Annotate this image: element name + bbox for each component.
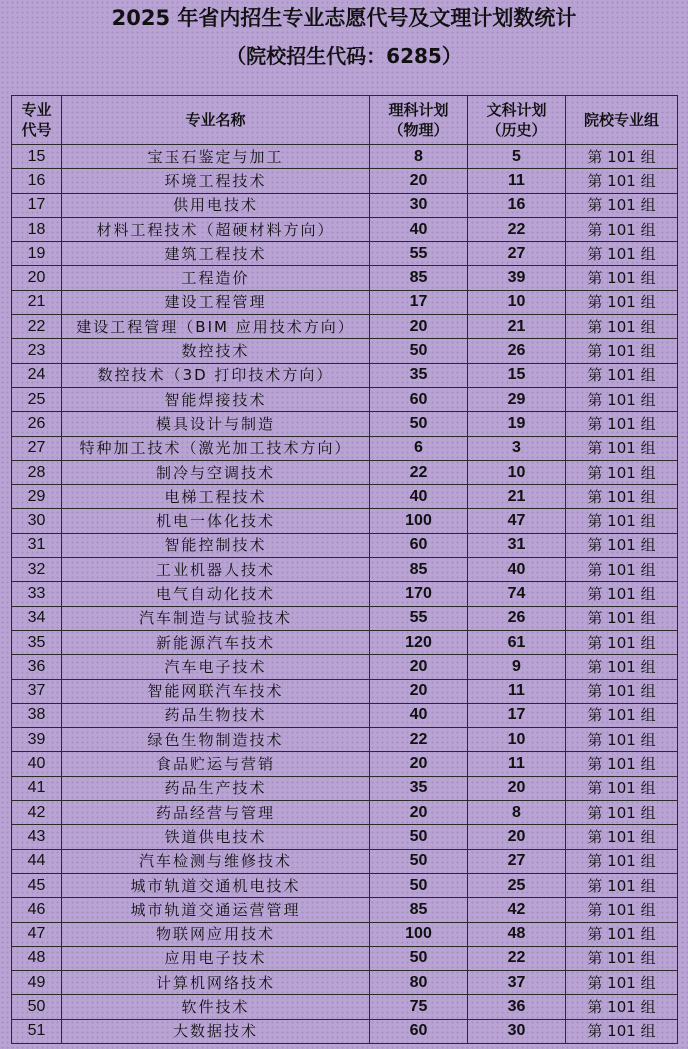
cell-code: 41 xyxy=(12,776,62,800)
cell-arts: 21 xyxy=(468,315,566,339)
cell-code: 29 xyxy=(12,485,62,509)
table-row xyxy=(12,728,678,752)
cell-name: 数控技术 xyxy=(62,339,370,363)
cell-name: 物联网应用技术 xyxy=(62,922,370,946)
enrollment-table xyxy=(11,95,678,1044)
table-row xyxy=(12,1019,678,1043)
cell-arts: 37 xyxy=(468,971,566,995)
cell-science: 55 xyxy=(370,606,468,630)
cell-group: 第 101 组 xyxy=(566,363,678,387)
cell-arts: 39 xyxy=(468,266,566,290)
cell-arts: 26 xyxy=(468,339,566,363)
cell-name: 制冷与空调技术 xyxy=(62,460,370,484)
cell-group: 第 101 组 xyxy=(566,169,678,193)
cell-science: 60 xyxy=(370,533,468,557)
cell-group: 第 101 组 xyxy=(566,460,678,484)
table-row xyxy=(12,533,678,557)
cell-group: 第 101 组 xyxy=(566,242,678,266)
cell-name: 电气自动化技术 xyxy=(62,582,370,606)
cell-name: 智能焊接技术 xyxy=(62,387,370,411)
cell-name: 数控技术（3D 打印技术方向） xyxy=(62,363,370,387)
table-row xyxy=(12,290,678,314)
cell-arts: 22 xyxy=(468,946,566,970)
cell-group: 第 101 组 xyxy=(566,339,678,363)
cell-science: 85 xyxy=(370,558,468,582)
table-body xyxy=(12,145,678,1044)
table-row xyxy=(12,703,678,727)
cell-arts: 48 xyxy=(468,922,566,946)
table-row xyxy=(12,898,678,922)
cell-arts: 10 xyxy=(468,460,566,484)
cell-group: 第 101 组 xyxy=(566,776,678,800)
cell-group: 第 101 组 xyxy=(566,752,678,776)
cell-code: 16 xyxy=(12,169,62,193)
cell-arts: 10 xyxy=(468,728,566,752)
table-row xyxy=(12,387,678,411)
header-science-line2: （物理） xyxy=(388,121,449,139)
cell-code: 31 xyxy=(12,533,62,557)
cell-name: 铁道供电技术 xyxy=(62,825,370,849)
cell-name: 智能网联汽车技术 xyxy=(62,679,370,703)
cell-arts: 40 xyxy=(468,558,566,582)
cell-code: 26 xyxy=(12,412,62,436)
cell-name: 食品贮运与营销 xyxy=(62,752,370,776)
cell-group: 第 101 组 xyxy=(566,606,678,630)
cell-science: 80 xyxy=(370,971,468,995)
cell-code: 19 xyxy=(12,242,62,266)
cell-name: 环境工程技术 xyxy=(62,169,370,193)
cell-science: 170 xyxy=(370,582,468,606)
table-row xyxy=(12,436,678,460)
cell-group: 第 101 组 xyxy=(566,873,678,897)
cell-arts: 21 xyxy=(468,485,566,509)
cell-code: 44 xyxy=(12,849,62,873)
cell-arts: 20 xyxy=(468,776,566,800)
cell-code: 35 xyxy=(12,630,62,654)
header-arts-line2: （历史） xyxy=(486,121,547,139)
table-row xyxy=(12,679,678,703)
cell-arts: 26 xyxy=(468,606,566,630)
cell-group: 第 101 组 xyxy=(566,801,678,825)
cell-science: 40 xyxy=(370,703,468,727)
cell-science: 8 xyxy=(370,145,468,169)
cell-name: 工程造价 xyxy=(62,266,370,290)
cell-science: 20 xyxy=(370,752,468,776)
cell-science: 100 xyxy=(370,509,468,533)
cell-group: 第 101 组 xyxy=(566,387,678,411)
cell-code: 33 xyxy=(12,582,62,606)
cell-science: 20 xyxy=(370,801,468,825)
cell-group: 第 101 组 xyxy=(566,558,678,582)
cell-group: 第 101 组 xyxy=(566,898,678,922)
cell-code: 27 xyxy=(12,436,62,460)
cell-science: 40 xyxy=(370,217,468,241)
cell-name: 汽车电子技术 xyxy=(62,655,370,679)
cell-code: 36 xyxy=(12,655,62,679)
cell-code: 43 xyxy=(12,825,62,849)
page-subtitle: （院校招生代码：6285） xyxy=(226,44,462,68)
cell-code: 18 xyxy=(12,217,62,241)
cell-code: 40 xyxy=(12,752,62,776)
cell-group: 第 101 组 xyxy=(566,849,678,873)
table-row xyxy=(12,825,678,849)
cell-group: 第 101 组 xyxy=(566,679,678,703)
table-row xyxy=(12,145,678,169)
cell-arts: 25 xyxy=(468,873,566,897)
cell-code: 42 xyxy=(12,801,62,825)
table-row xyxy=(12,752,678,776)
cell-arts: 22 xyxy=(468,217,566,241)
cell-name: 宝玉石鉴定与加工 xyxy=(62,145,370,169)
cell-science: 85 xyxy=(370,266,468,290)
cell-science: 60 xyxy=(370,387,468,411)
cell-group: 第 101 组 xyxy=(566,655,678,679)
cell-science: 35 xyxy=(370,363,468,387)
cell-group: 第 101 组 xyxy=(566,217,678,241)
cell-arts: 17 xyxy=(468,703,566,727)
cell-group: 第 101 组 xyxy=(566,995,678,1019)
cell-science: 22 xyxy=(370,460,468,484)
cell-name: 药品生产技术 xyxy=(62,776,370,800)
cell-code: 50 xyxy=(12,995,62,1019)
table-row xyxy=(12,339,678,363)
cell-code: 45 xyxy=(12,873,62,897)
cell-name: 计算机网络技术 xyxy=(62,971,370,995)
cell-group: 第 101 组 xyxy=(566,485,678,509)
cell-science: 100 xyxy=(370,922,468,946)
cell-science: 120 xyxy=(370,630,468,654)
cell-arts: 10 xyxy=(468,290,566,314)
cell-science: 35 xyxy=(370,776,468,800)
table-row xyxy=(12,509,678,533)
cell-name: 供用电技术 xyxy=(62,193,370,217)
cell-code: 34 xyxy=(12,606,62,630)
cell-name: 机电一体化技术 xyxy=(62,509,370,533)
cell-group: 第 101 组 xyxy=(566,315,678,339)
cell-arts: 5 xyxy=(468,145,566,169)
cell-group: 第 101 组 xyxy=(566,412,678,436)
header-group: 院校专业组 xyxy=(566,96,678,145)
cell-group: 第 101 组 xyxy=(566,825,678,849)
cell-name: 药品生物技术 xyxy=(62,703,370,727)
table-row xyxy=(12,363,678,387)
header-arts-line1: 文科计划 xyxy=(486,101,547,119)
cell-name: 建筑工程技术 xyxy=(62,242,370,266)
cell-science: 6 xyxy=(370,436,468,460)
table-row xyxy=(12,655,678,679)
cell-arts: 11 xyxy=(468,752,566,776)
cell-code: 28 xyxy=(12,460,62,484)
cell-name: 建设工程管理（BIM 应用技术方向） xyxy=(62,315,370,339)
page-title: 2025 年省内招生专业志愿代号及文理计划数统计 xyxy=(111,6,577,30)
cell-science: 50 xyxy=(370,412,468,436)
table-row xyxy=(12,582,678,606)
table-row xyxy=(12,606,678,630)
cell-arts: 30 xyxy=(468,1019,566,1043)
table-row xyxy=(12,971,678,995)
table-row xyxy=(12,242,678,266)
header-code-line1: 专业 xyxy=(21,101,52,119)
cell-science: 20 xyxy=(370,655,468,679)
cell-arts: 61 xyxy=(468,630,566,654)
cell-group: 第 101 组 xyxy=(566,703,678,727)
cell-group: 第 101 组 xyxy=(566,266,678,290)
cell-code: 46 xyxy=(12,898,62,922)
table-row xyxy=(12,169,678,193)
cell-arts: 31 xyxy=(468,533,566,557)
cell-code: 17 xyxy=(12,193,62,217)
cell-group: 第 101 组 xyxy=(566,728,678,752)
cell-code: 15 xyxy=(12,145,62,169)
cell-code: 32 xyxy=(12,558,62,582)
cell-arts: 47 xyxy=(468,509,566,533)
cell-arts: 27 xyxy=(468,242,566,266)
cell-name: 电梯工程技术 xyxy=(62,485,370,509)
cell-arts: 9 xyxy=(468,655,566,679)
table-row xyxy=(12,873,678,897)
table-row xyxy=(12,849,678,873)
cell-group: 第 101 组 xyxy=(566,1019,678,1043)
cell-arts: 27 xyxy=(468,849,566,873)
cell-arts: 20 xyxy=(468,825,566,849)
cell-group: 第 101 组 xyxy=(566,290,678,314)
cell-science: 20 xyxy=(370,315,468,339)
table-row xyxy=(12,630,678,654)
header-arts xyxy=(468,96,566,145)
cell-arts: 16 xyxy=(468,193,566,217)
cell-code: 30 xyxy=(12,509,62,533)
cell-arts: 3 xyxy=(468,436,566,460)
cell-code: 23 xyxy=(12,339,62,363)
cell-name: 模具设计与制造 xyxy=(62,412,370,436)
cell-name: 绿色生物制造技术 xyxy=(62,728,370,752)
table-row xyxy=(12,193,678,217)
table-row xyxy=(12,315,678,339)
cell-code: 49 xyxy=(12,971,62,995)
cell-group: 第 101 组 xyxy=(566,922,678,946)
cell-name: 药品经营与管理 xyxy=(62,801,370,825)
table-row xyxy=(12,558,678,582)
table-row xyxy=(12,217,678,241)
cell-name: 应用电子技术 xyxy=(62,946,370,970)
cell-group: 第 101 组 xyxy=(566,582,678,606)
cell-name: 智能控制技术 xyxy=(62,533,370,557)
cell-group: 第 101 组 xyxy=(566,533,678,557)
cell-science: 75 xyxy=(370,995,468,1019)
cell-code: 51 xyxy=(12,1019,62,1043)
cell-group: 第 101 组 xyxy=(566,509,678,533)
cell-group: 第 101 组 xyxy=(566,145,678,169)
cell-group: 第 101 组 xyxy=(566,946,678,970)
cell-code: 48 xyxy=(12,946,62,970)
cell-science: 30 xyxy=(370,193,468,217)
cell-group: 第 101 组 xyxy=(566,193,678,217)
cell-name: 特种加工技术（激光加工技术方向） xyxy=(62,436,370,460)
cell-science: 40 xyxy=(370,485,468,509)
cell-name: 新能源汽车技术 xyxy=(62,630,370,654)
header-code-line2: 代号 xyxy=(21,121,52,139)
table-row xyxy=(12,922,678,946)
cell-arts: 8 xyxy=(468,801,566,825)
cell-science: 50 xyxy=(370,339,468,363)
cell-group: 第 101 组 xyxy=(566,436,678,460)
cell-arts: 15 xyxy=(468,363,566,387)
cell-science: 55 xyxy=(370,242,468,266)
cell-group: 第 101 组 xyxy=(566,971,678,995)
table-row xyxy=(12,266,678,290)
cell-science: 22 xyxy=(370,728,468,752)
cell-code: 22 xyxy=(12,315,62,339)
cell-code: 39 xyxy=(12,728,62,752)
cell-name: 材料工程技术（超硬材料方向） xyxy=(62,217,370,241)
cell-name: 建设工程管理 xyxy=(62,290,370,314)
cell-name: 汽车检测与维修技术 xyxy=(62,849,370,873)
cell-code: 24 xyxy=(12,363,62,387)
cell-name: 城市轨道交通机电技术 xyxy=(62,873,370,897)
cell-name: 工业机器人技术 xyxy=(62,558,370,582)
table-row xyxy=(12,460,678,484)
cell-science: 50 xyxy=(370,825,468,849)
table-row xyxy=(12,412,678,436)
table-row xyxy=(12,946,678,970)
table-row xyxy=(12,776,678,800)
cell-arts: 11 xyxy=(468,679,566,703)
cell-science: 20 xyxy=(370,169,468,193)
cell-arts: 74 xyxy=(468,582,566,606)
cell-science: 85 xyxy=(370,898,468,922)
cell-arts: 29 xyxy=(468,387,566,411)
cell-name: 汽车制造与试验技术 xyxy=(62,606,370,630)
cell-science: 50 xyxy=(370,946,468,970)
table-row xyxy=(12,801,678,825)
cell-science: 17 xyxy=(370,290,468,314)
cell-code: 25 xyxy=(12,387,62,411)
table-row xyxy=(12,485,678,509)
header-science-line1: 理科计划 xyxy=(388,101,449,119)
table-row xyxy=(12,995,678,1019)
cell-science: 50 xyxy=(370,849,468,873)
header-science xyxy=(370,96,468,145)
cell-code: 37 xyxy=(12,679,62,703)
cell-science: 60 xyxy=(370,1019,468,1043)
table-header-row xyxy=(12,96,678,145)
cell-group: 第 101 组 xyxy=(566,630,678,654)
cell-name: 软件技术 xyxy=(62,995,370,1019)
cell-name: 大数据技术 xyxy=(62,1019,370,1043)
cell-science: 50 xyxy=(370,873,468,897)
cell-science: 20 xyxy=(370,679,468,703)
cell-code: 21 xyxy=(12,290,62,314)
cell-arts: 19 xyxy=(468,412,566,436)
header-name: 专业名称 xyxy=(62,96,370,145)
cell-code: 47 xyxy=(12,922,62,946)
cell-arts: 42 xyxy=(468,898,566,922)
cell-arts: 11 xyxy=(468,169,566,193)
cell-name: 城市轨道交通运营管理 xyxy=(62,898,370,922)
header-code xyxy=(12,96,62,145)
cell-code: 20 xyxy=(12,266,62,290)
cell-arts: 36 xyxy=(468,995,566,1019)
cell-code: 38 xyxy=(12,703,62,727)
